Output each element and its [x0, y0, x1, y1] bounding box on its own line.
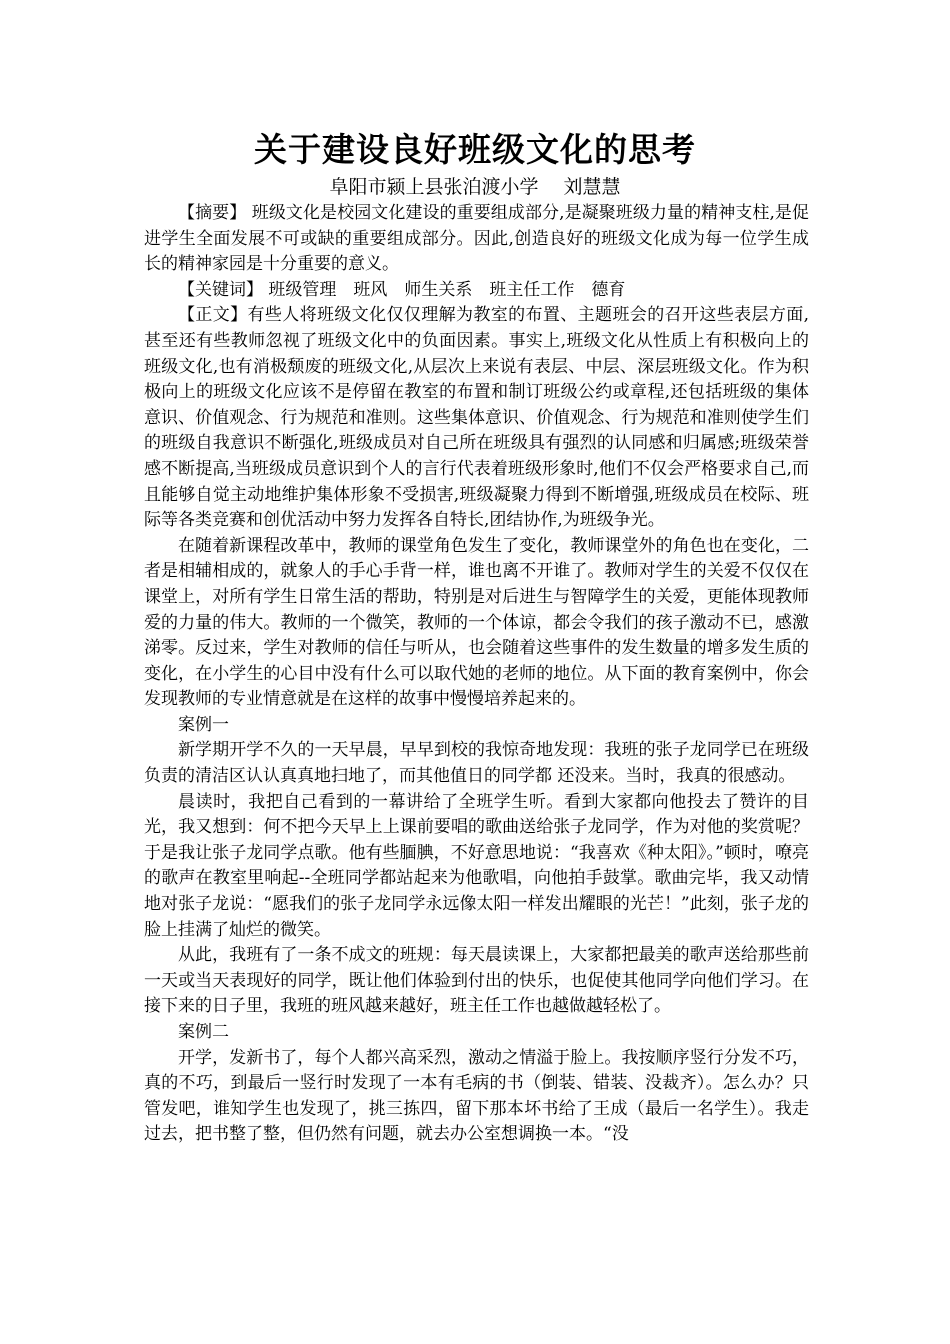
document-body [144, 201, 809, 1148]
case-heading: 案例二 [178, 1022, 229, 1042]
body-paragraph: 晨读时，我把自己看到的一幕讲给了全班学生听。看到大家都向他投去了赞许的目光，我又想到：何不把今天早上上课前要唱的歌曲送给张子龙同学，作为对他的奖赏呢？于是我让张子龙同学点歌。他有些腼腆，不好意思地说：“我喜欢《种太阳》。”顿时，嘹亮的歌声在教室里响起--全班同学都站起来为他歌唱，向他拍手鼓掌。歌曲完毕，我又动情地对张子龙说：“愿我们的张子龙同学永远像太阳一样发出耀眼的光芒！”此刻，张子龙的脸上挂满了灿烂的微笑。 [144, 791, 809, 940]
body-paragraph: 【正文】有些人将班级文化仅仅理解为教室的布置、主题班会的召开这些表层方面,甚至还有些教师忽视了班级文化中的负面因素。事实上,班级文化从性质上有积极向上的班级文化,也有消极颓废的班级文化,从层次上来说有表层、中层、深层班级文化。作为积极向上的班级文化应该不是停留在教室的布置和制订班级公约或章程,还包括班级的集体意识、价值观念、行为规范和准则。这些集体意识、价值观念、行为规范和准则使学生们的班级自我意识不断强化,班级成员对自己所在班级具有强烈的认同感和归属感;班级荣誉感不断提高,当班级成员意识到个人的言行代表着班级形象时,他们不仅会严格要求自己,而且能够自觉主动地维护集体形象不受损害,班级凝聚力得到不断增强,班级成员在校际、班际等各类竞赛和创优活动中努力发挥各自特长,团结协作,为班级争光。 [144, 305, 809, 531]
author-byline: 阜阳市颍上县张泊渡小学 刘慧慧 [329, 176, 621, 198]
body-paragraph: 新学期开学不久的一天早晨，早早到校的我惊奇地发现：我班的张子龙同学已在班级负责的清洁区认认真真地扫地了，而其他值日的同学都 还没来。当时，我真的很感动。 [144, 740, 809, 787]
body-paragraph: 在随着新课程改革中，教师的课堂角色发生了变化，教师课堂外的角色也在变化，二者是相辅相成的，就象人的手心手背一样，谁也离不开谁了。教师对学生的关爱不仅仅在课堂上，对所有学生日常生活的帮助，特别是对后进生与智障学生的关爱，更能体现教师爱的力量的伟大。教师的一个微笑，教师的一个体谅，都会令我们的孩子激动不已，感激涕零。反过来，学生对教师的信任与听从，也会随着这些事件的发生数量的增多发生质的变化，在小学生的心目中没有什么可以取代她的老师的地位。从下面的教育案例中，你会发现教师的专业情意就是在这样的故事中慢慢培养起来的。 [144, 535, 809, 710]
document-title: 关于建设良好班级文化的思考 [254, 130, 696, 169]
case-heading: 案例一 [178, 714, 229, 735]
body-paragraph: 从此，我班有了一条不成文的班规：每天晨读课上，大家都把最美的歌声送给那些前一天或当天表现好的同学，既让他们体验到付出的快乐，也促使其他同学向他们学习。在接下来的日子里，我班的班风越来越好，班主任工作也越做越轻松了。 [144, 945, 809, 1017]
keywords-paragraph: 【关键词】 班级管理 班风 师生关系 班主任工作 德育 [178, 279, 626, 300]
abstract-paragraph: 【摘要】 班级文化是校园文化建设的重要组成部分,是凝聚班级力量的精神支柱,是促进学生全面发展不可或缺的重要组成部分。因此,创造良好的班级文化成为每一位学生成长的精神家园是十分重要的意义。 [144, 203, 809, 275]
body-paragraph: 开学，发新书了，每个人都兴高采烈，激动之情溢于脸上。我按顺序竖行分发不巧，真的不巧，到最后一竖行时发现了一本有毛病的书（倒装、错装、没裁齐）。怎么办？只管发吧，谁知学生也发现了，挑三拣四，留下那本坏书给了王成（最后一名学生）。我走过去，把书整了整，但仍然有问题，就去办公室想调换一本。“没 [144, 1047, 809, 1145]
